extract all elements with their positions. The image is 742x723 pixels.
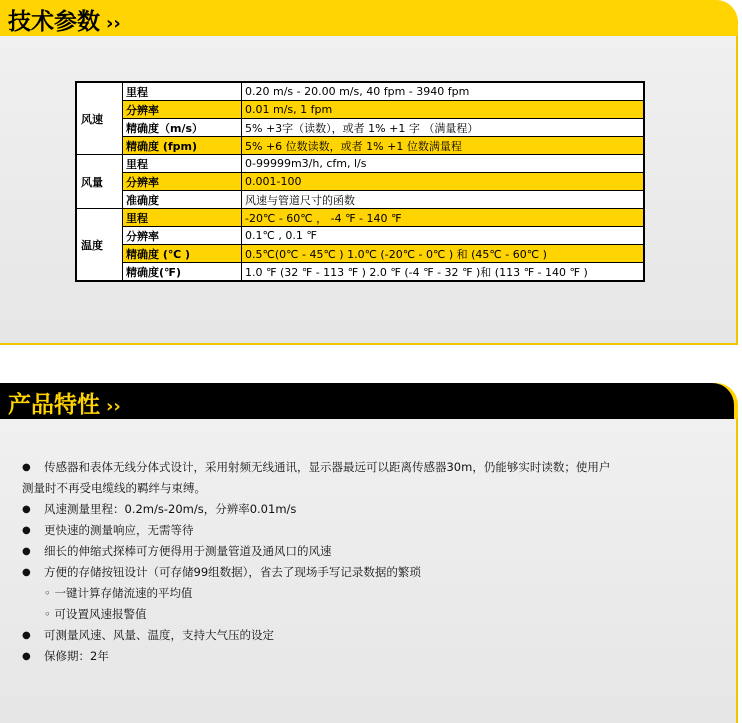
features-title: 产品特性 ››	[8, 392, 121, 418]
list-item: ● 可测量风速、风量、温度，支持大气压的设定	[22, 625, 712, 646]
bullet-icon: ●	[22, 546, 31, 557]
param-label: 分辨率	[123, 101, 242, 119]
param-label: 里程	[123, 155, 242, 173]
param-value: 0.20 m/s - 20.00 m/s, 40 fpm - 3940 fpm	[242, 82, 645, 101]
spec-table	[75, 81, 645, 282]
param-label: 精确度 (℃ )	[123, 245, 242, 263]
table-row	[76, 155, 644, 173]
param-value: 风速与管道尺寸的函数	[242, 191, 645, 209]
param-label: 分辨率	[123, 173, 242, 191]
param-label: 里程	[123, 82, 242, 101]
param-value: 5% +3字（读数），或者 1% +1 字 （满量程）	[242, 119, 645, 137]
list-item-continuation: 测量时不再受电缆线的羁绊与束缚。	[22, 481, 206, 495]
list-item: ● 传感器和表体无线分体式设计，采用射频无线通讯，显示器最远可以距离传感器30m，仍能够实时读数；使用户	[22, 457, 712, 478]
param-value: 0.1℃ , 0.1 ℉	[242, 227, 645, 245]
param-value: 5% +6 位数读数，或者 1% +1 位数满量程	[242, 137, 645, 155]
features-list	[22, 457, 712, 667]
param-label: 分辨率	[123, 227, 242, 245]
table-row	[76, 227, 644, 245]
param-label: 准确度	[123, 191, 242, 209]
param-value: 0.5℃(0℃ - 45℃ ) 1.0℃ (-20℃ - 0℃ ) 和 (45℃ - 60℃ )	[242, 245, 645, 263]
param-value: 0-99999m3/h, cfm, l/s	[242, 155, 645, 173]
list-item: ● 更快速的测量响应，无需等待	[22, 520, 712, 541]
table-row	[76, 191, 644, 209]
param-value: 0.01 m/s, 1 fpm	[242, 101, 645, 119]
param-label: 精确度（m/s）	[123, 119, 242, 137]
param-label: 里程	[123, 209, 242, 227]
sub-list-item: ◦ 可设置风速报警值	[44, 607, 147, 621]
bullet-icon: ●	[22, 504, 31, 515]
table-row	[76, 137, 644, 155]
sub-list-item: ◦ 一键计算存储流速的平均值	[44, 586, 193, 600]
bullet-icon: ●	[22, 462, 31, 473]
param-value: 1.0 ℉ (32 ℉ - 113 ℉ ) 2.0 ℉ (-4 ℉ - 32 ℉ )和 (113 ℉ - 140 ℉ )	[242, 263, 645, 282]
table-row	[76, 263, 644, 282]
bullet-icon: ●	[22, 630, 31, 641]
chevron-right-icon: ››	[106, 13, 121, 34]
table-row	[76, 82, 644, 101]
tech-params-title: 技术参数 ››	[8, 9, 121, 35]
list-item: ● 方便的存储按钮设计（可存储99组数据），省去了现场手写记录数据的繁琐	[22, 562, 712, 583]
bullet-icon: ●	[22, 651, 31, 662]
features-header	[0, 383, 738, 419]
group-label: 风速	[76, 82, 123, 155]
param-value: -20℃ - 60℃ ， -4 ℉ - 140 ℉	[242, 209, 645, 227]
param-label: 精确度 (fpm)	[123, 137, 242, 155]
table-row	[76, 209, 644, 227]
param-label: 精确度(℉)	[123, 263, 242, 282]
tech-params-header	[0, 0, 738, 36]
list-item: ● 细长的伸缩式探棒可方便得用于测量管道及通风口的风速	[22, 541, 712, 562]
group-label: 温度	[76, 209, 123, 282]
chevron-right-icon: ››	[106, 396, 121, 417]
list-item: ● 风速测量里程：0.2m/s-20m/s，分辨率0.01m/s	[22, 499, 712, 520]
list-item: ● 保修期：2年	[22, 646, 712, 667]
table-row	[76, 119, 644, 137]
table-row	[76, 101, 644, 119]
tech-params-section	[0, 0, 742, 345]
table-row	[76, 245, 644, 263]
param-value: 0.001-100	[242, 173, 645, 191]
bullet-icon: ●	[22, 525, 31, 536]
bullet-icon: ●	[22, 567, 31, 578]
group-label: 风量	[76, 155, 123, 209]
table-row	[76, 173, 644, 191]
